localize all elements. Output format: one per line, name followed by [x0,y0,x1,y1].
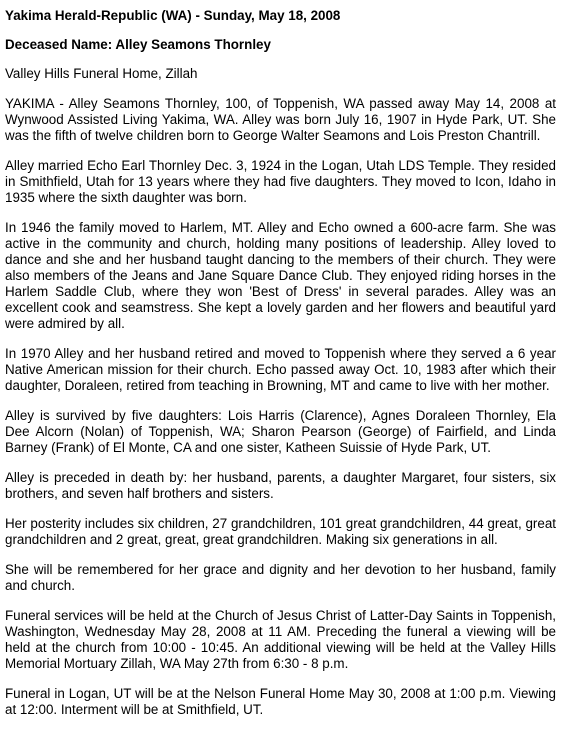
obituary-paragraph-preceded: Alley is preceded in death by: her husband, parents, a daughter Margaret, four sisters, six brothers, and seven half brothers and sisters. [5,470,556,501]
obituary-paragraph-intro: YAKIMA - Alley Seamons Thornley, 100, of Toppenish, WA passed away May 14, 2008 at Wynwood Assisted Living Yakima, WA. Alley was born July 16, 1907 in Hyde Park, UT. She was the fifth of twelve children born to George Walter Seamons and Lois Preston Chantrill. [5,96,556,143]
obituary-page [5,0,556,718]
obituary-paragraph-remembered: She will be remembered for her grace and dignity and her devotion to her husband, family and church. [5,562,556,593]
deceased-name-heading: Deceased Name: Alley Seamons Thornley [5,37,271,52]
obituary-paragraph-posterity: Her posterity includes six children, 27 grandchildren, 101 great grandchildren, 44 great, great grandchildren and 2 great, great, great grandchildren. Making six generations in all. [5,516,556,547]
obituary-paragraph-retirement: In 1970 Alley and her husband retired and moved to Toppenish where they served a 6 year Native American mission for their church. Echo passed away Oct. 10, 1983 after which their daughter, Doraleen, retired from teaching in Browning, MT and came to live with her mother. [5,346,556,393]
obituary-paragraph-logan: Funeral in Logan, UT will be at the Nelson Funeral Home May 30, 2008 at 1:00 p.m. Viewing at 12:00. Interment will be at Smithfield, UT. [5,686,556,717]
funeral-home-line: Valley Hills Funeral Home, Zillah [5,66,198,81]
obituary-paragraph-survivors: Alley is survived by five daughters: Lois Harris (Clarence), Agnes Doraleen Thornley, Ela Dee Alcorn (Nolan) of Toppenish, WA; Sharon Pearson (George) of Fairfield, and Linda Barney (Frank) of El Monte, CA and one sister, Katheen Suissie of Hyde Park, UT. [5,408,556,455]
obituary-paragraph-harlem: In 1946 the family moved to Harlem, MT. Alley and Echo owned a 600-acre farm. She was active in the community and church, holding many positions of leadership. Alley loved to dance and she and her husband taught dancing to the members of their church. They were also members of the Jeans and Jane Square Dance Club. They enjoyed riding horses in the Harlem Saddle Club, where they won 'Best of Dress' in several parades. Alley was an excellent cook and seamstress. She kept a lovely garden and her flowers and beautiful yard were admired by all. [5,220,556,331]
newspaper-dateline: Yakima Herald-Republic (WA) - Sunday, May 18, 2008 [5,8,341,23]
obituary-paragraph-marriage: Alley married Echo Earl Thornley Dec. 3, 1924 in the Logan, Utah LDS Temple. They resided in Smithfield, Utah for 13 years where they had five daughters. They moved to Icon, Idaho in 1935 where the sixth daughter was born. [5,158,556,205]
obituary-paragraph-services: Funeral services will be held at the Church of Jesus Christ of Latter-Day Saints in Toppenish, Washington, Wednesday May 28, 2008 at 11 AM. Preceding the funeral a viewing will be held at the church from 10:00 - 10:45. An additional viewing will be held at the Valley Hills Memorial Mortuary Zillah, WA May 27th from 6:30 - 8 p.m. [5,608,556,671]
